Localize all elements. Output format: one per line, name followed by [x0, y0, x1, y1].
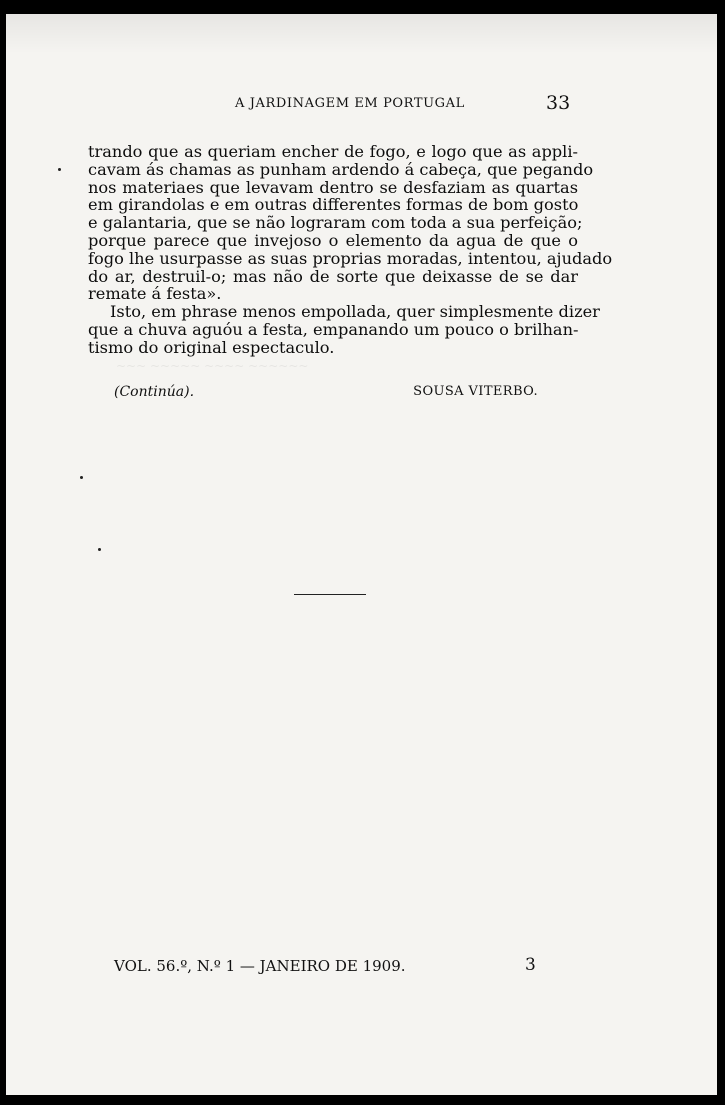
print-speck: [98, 548, 101, 551]
author-name: SOUSA VITERBO.: [413, 384, 538, 399]
text-line: porque parece que invejoso o elemento da agua de que o: [88, 230, 578, 250]
volume-line: VOL. 56.º, N.º 1 — JANEIRO DE 1909.: [114, 957, 406, 975]
text-line: e galantaria, que se não lograram com toda a sua perfeição;: [88, 213, 583, 233]
text-line: Isto, em phrase menos empollada, quer simplesmente dizer: [110, 302, 600, 322]
text-line: fogo lhe usurpasse as suas proprias moradas, intentou, ajudado: [88, 248, 613, 268]
continued-note: (Continúa).: [114, 384, 195, 400]
signature-row: [114, 384, 538, 406]
text-line: remate á festa».: [88, 284, 222, 304]
page-shadow: [6, 14, 717, 54]
text-line: em girandolas e em outras differentes formas de bom gosto: [88, 195, 579, 215]
body-text: [88, 142, 613, 357]
bleed-through: ~~~ ~~~~~ ~~~~ ~~~~~~: [116, 359, 309, 373]
text-line: que a chuva aguóu a festa, empanando um pouco o brilhan-: [88, 319, 579, 339]
print-speck: [58, 168, 61, 171]
signature-mark: 3: [525, 955, 536, 975]
print-speck: [80, 476, 83, 479]
section-divider: [294, 594, 366, 595]
running-head: [6, 94, 717, 116]
text-line: do ar, destruil-o; mas não de sorte que deixasse de se dar: [88, 266, 578, 286]
footer: [114, 957, 534, 983]
text-line: nos materiaes que levavam dentro se desfaziam as quartas: [88, 177, 578, 197]
text-line: cavam ás chamas as punham ardendo á cabeça, que pegando: [88, 159, 594, 179]
running-title: A JARDINAGEM EM PORTUGAL: [235, 96, 465, 111]
text-line: tismo do original espectaculo.: [88, 337, 335, 357]
text-line: trando que as queriam encher de fogo, e logo que as appli-: [88, 142, 578, 161]
page-number: 33: [546, 92, 571, 114]
document-page: [6, 14, 717, 1095]
